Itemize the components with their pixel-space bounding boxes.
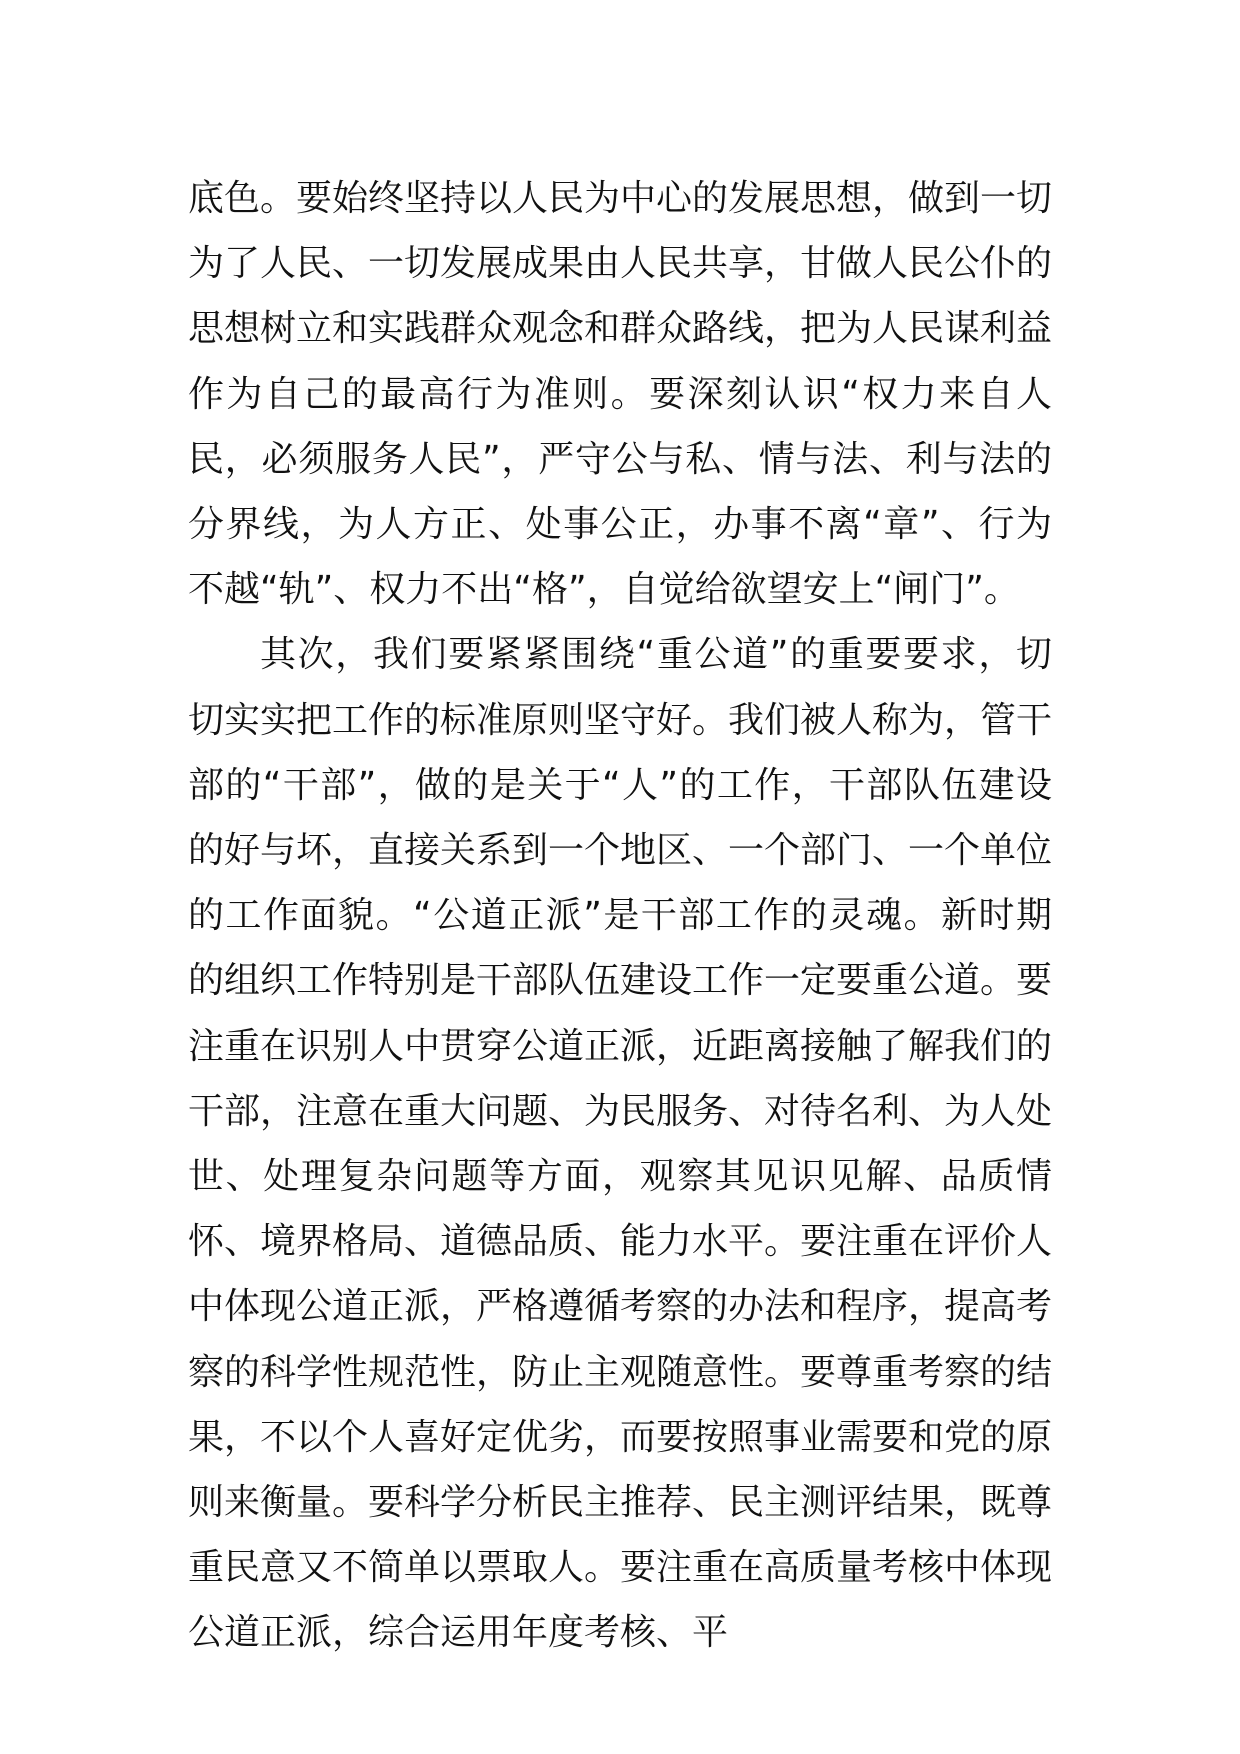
- paragraph-2: 其次，我们要紧紧围绕“重公道”的重要要求，切切实实把工作的标准原则坚守好。我们被人称为，管干部的“干部”，做的是关于“人”的工作，干部队伍建设的好与坏，直接关系到一个地区、一个部门、一个单位的工作面貌。“公道正派”是干部工作的灵魂。新时期的组织工作特别是干部队伍建设工作一定要重公道。要注重在识别人中贯穿公道正派，近距离接触了解我们的干部，注意在重大问题、为民服务、对待名利、为人处世、处理复杂问题等方面，观察其见识见解、品质情怀、境界格局、道德品质、能力水平。要注重在评价人中体现公道正派，严格遵循考察的办法和程序，提高考察的科学性规范性，防止主观随意性。要尊重考察的结果，不以个人喜好定优劣，而要按照事业需要和党的原则来衡量。要科学分析民主推荐、民主测评结果，既尊重民意又不简单以票取人。要注重在高质量考核中体现公道正派，综合运用年度考核、平: [188, 634, 1053, 1654]
- document-body: [188, 166, 1052, 1666]
- paragraph-1: 底色。要始终坚持以人民为中心的发展思想，做到一切为了人民、一切发展成果由人民共享，甘做人民公仆的思想树立和实践群众观念和群众路线，把为人民谋利益作为自己的最高行为准则。要深刻认识“权力来自人民，必须服务人民”，严守公与私、情与法、利与法的分界线，为人方正、处事公正，办事不离“章”、行为不越“轨”、权力不出“格”，自觉给欲望安上“闸门”。: [188, 178, 1053, 611]
